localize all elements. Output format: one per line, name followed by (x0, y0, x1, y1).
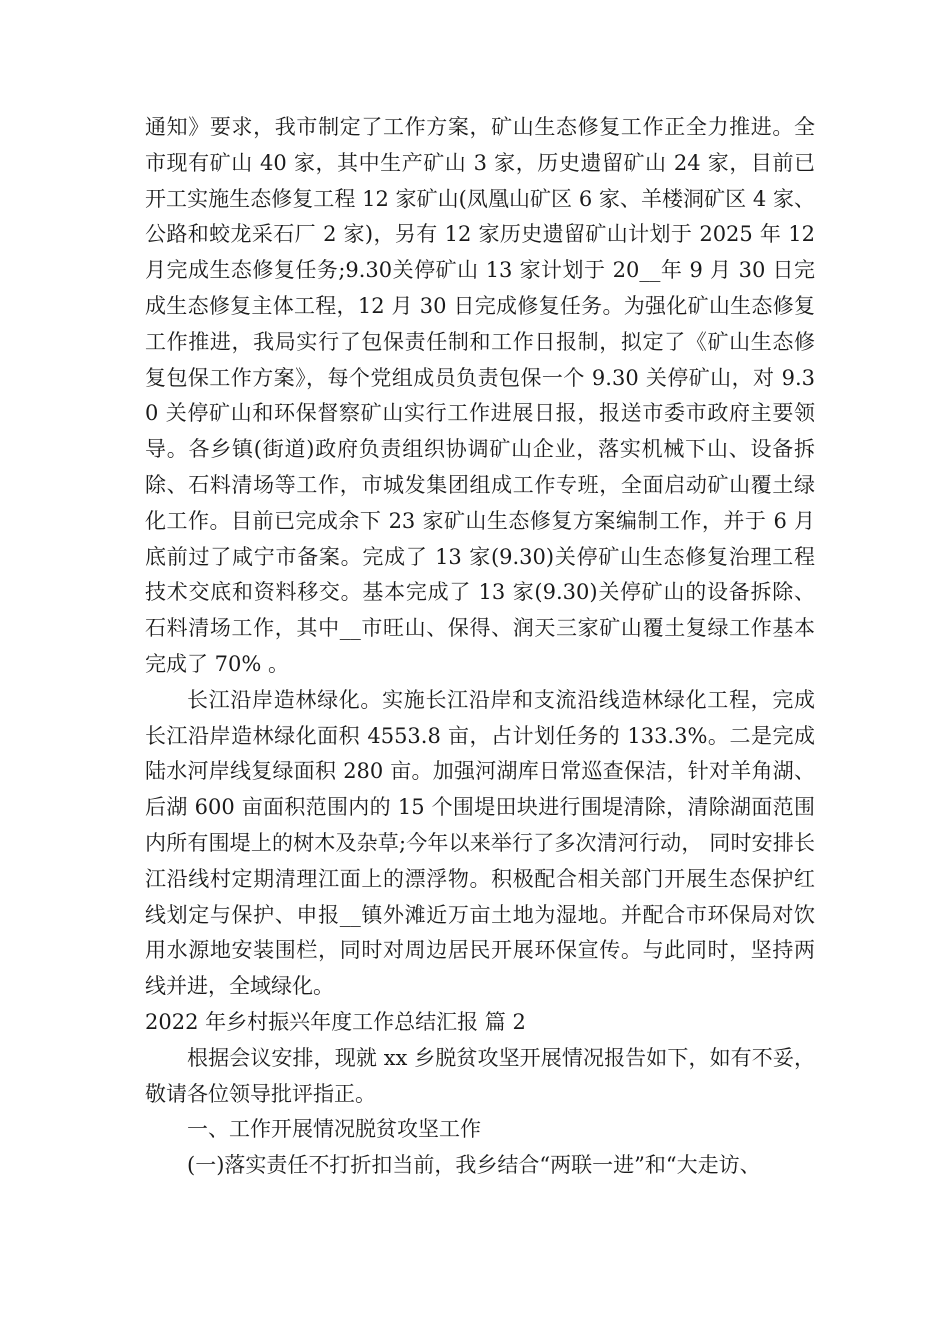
paragraph-yangtze-afforestation: 长江沿岸造林绿化。实施长江沿岸和支流沿线造林绿化工程，完成长江沿岸造林绿化面积 4553.8 亩，占计划任务的 133.3%。二是完成陆水河岸线复绿面积 280 亩。加强河湖库日常巡查保洁，针对羊角湖、后湖 600 亩面积范围内的 15 个围堤田块进行围堤清除，清除湖面范围内所有围堤上的树木及杂草;今年以来举行了多次清河行动， 同时安排长江沿线村定期清理江面上的漂浮物。积极配合相关部门开展生态保护红线划定与保护、申报__镇外滩近万亩土地为湿地。并配合市环保局对饮用水源地安装围栏，同时对周边居民开展环保宣传。与此同时，坚持两线并进，全域绿化。 (145, 687, 815, 999)
paragraph-section-one-title: 一、工作开展情况脱贫攻坚工作 (187, 1117, 481, 1142)
paragraph-mine-restoration: 通知》要求，我市制定了工作方案，矿山生态修复工作正全力推进。全市现有矿山 40 家，其中生产矿山 3 家，历史遗留矿山 24 家，目前已开工实施生态修复工程 12 家矿山(凤凰山矿区 6 家、羊楼洞矿区 4 家、公路和蛟龙采石厂 2 家)，另有 12 家历史遗留矿山计划于 2025 年 12 月完成生态修复任务;9.30关停矿山 13 家计划于 20__年 9 月 30 日完成生态修复主体工程，12 月 30 日完成修复任务。为强化矿山生态修复工作推进，我局实行了包保责任制和工作日报制，拟定了《矿山生态修复包保工作方案》，每个党组成员负责包保一个 9.30 关停矿山，对 9.30 关停矿山和环保督察矿山实行工作进展日报，报送市委市政府主要领导。各乡镇(街道)政府负责组织协调矿山企业，落实机械下山、设备拆除、石料清场等工作，市城发集团组成工作专班，全面启动矿山覆土绿化工作。目前已完成余下 23 家矿山生态修复方案编制工作，并于 6 月底前过了咸宁市备案。完成了 13 家(9.30)关停矿山生态修复治理工程技术交底和资料移交。基本完成了 13 家(9.30)关停矿山的设备拆除、石料清场工作，其中__市旺山、保得、润天三家矿山覆土复绿工作基本完成了 70% 。 (145, 115, 815, 676)
paragraph-responsibility: (一)落实责任不打折扣当前，我乡结合“两联一进”和“大走访、 (187, 1153, 761, 1178)
document-body (145, 110, 815, 1184)
section-heading: 2022 年乡村振兴年度工作总结汇报 篇 2 (145, 1009, 526, 1034)
paragraph-report-intro: 根据会议安排，现就 xx 乡脱贫攻坚开展情况报告如下，如有不妥，敬请各位领导批评指正。 (145, 1045, 815, 1106)
